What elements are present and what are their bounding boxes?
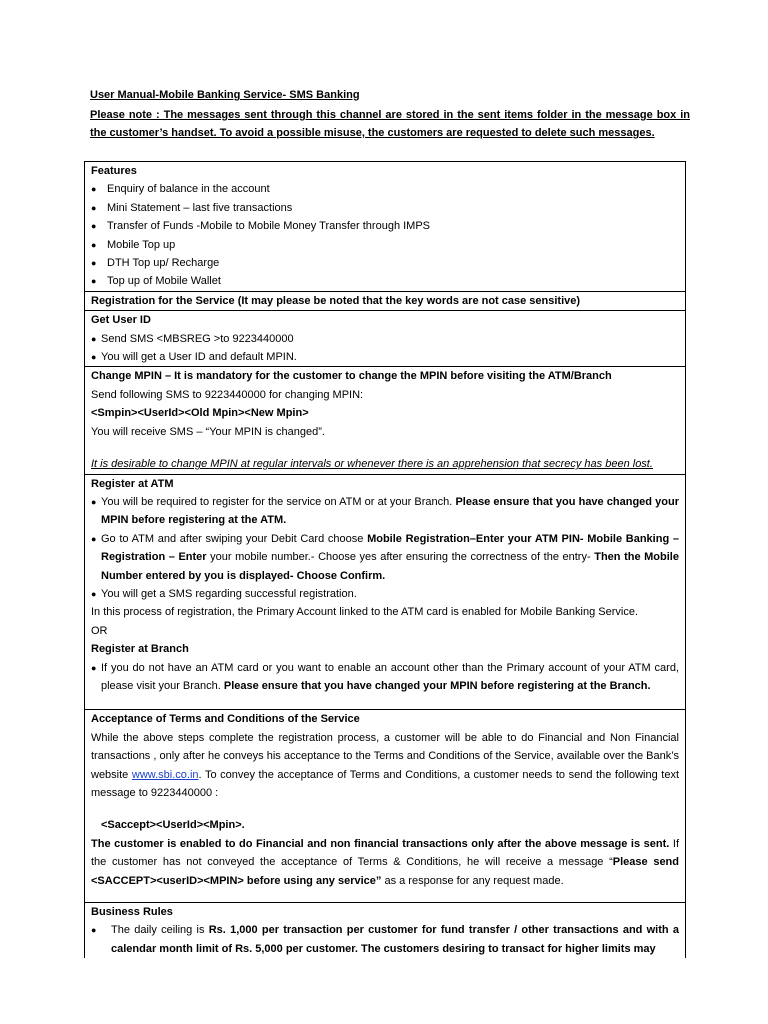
document-header (90, 86, 690, 142)
terms-text: If the customer has not conveyed the acceptance of Terms & Conditions, he will receive a message “ (91, 837, 680, 869)
terms-text: as a response for any request made. (381, 874, 564, 887)
change-mpin-section (85, 367, 686, 474)
change-mpin-heading: Change MPIN – It is mandatory for the customer to change the MPIN before visiting the ATM/Branch (91, 370, 612, 383)
atm-step (91, 530, 679, 585)
branch-step-text: If you do not have an ATM card or you want to enable an account other than the Primary account of your ATM card, please visit your Branch. (101, 661, 679, 692)
registration-heading: Registration for the Service (It may please be noted that the key words are not case sensitive) (91, 294, 581, 307)
privacy-note: Please note : The messages sent through this channel are stored in the sent items folder in the message box in the customer’s handset. To avoid a possible misuse, the customers are requested to delete such messages. (90, 109, 690, 139)
feature-item: ● Transfer of Funds -Mobile to Mobile Money Transfer through IMPS (91, 217, 679, 235)
terms-section (85, 710, 686, 903)
business-rules-section (85, 903, 686, 959)
change-mpin-instruction: Send following SMS to 9223440000 for changing MPIN: (91, 388, 364, 401)
branch-step (91, 659, 679, 696)
or-separator: OR (91, 624, 108, 637)
get-user-id-section (85, 311, 686, 367)
sbi-website-link[interactable]: www.sbi.co.in (131, 768, 199, 781)
terms-text: While the above steps complete the registration process, a customer will be able to do Financial and Non Financial transactions , only after he conveys his acceptance to the Terms and Conditions of the Service, available over the Bank’s website (91, 731, 679, 781)
terms-emphasis: The customer is enabled to do Financial and non financial transactions only after the above message is sent. (91, 837, 670, 850)
branch-step-emphasis: Please ensure that you have changed your MPIN before registering at the Branch. (223, 679, 651, 692)
atm-step-text: Go to ATM and after swiping your Debit Card choose (101, 532, 368, 545)
registration-process-note: In this process of registration, the Primary Account linked to the ATM card is enabled for Mobile Banking Service. (91, 606, 639, 619)
registration-section (85, 291, 686, 310)
atm-step-emphasis: Mobile Registration–Enter your ATM PIN- Mobile Banking – Registration – Enter (101, 532, 679, 564)
feature-item: ● DTH Top up/ Recharge (91, 254, 679, 272)
saccept-format: <Saccept><UserId><Mpin>. (101, 819, 245, 832)
atm-step (91, 493, 679, 530)
atm-step-emphasis: Then the Mobile Number entered by you is displayed- Choose Confirm. (101, 551, 679, 582)
business-rules-heading: Business Rules (91, 906, 173, 919)
business-rule-emphasis: Rs. 1,000 per transaction per customer for fund transfer / other transactions and with a calendar month limit of Rs. 5,000 per customer. The customers desiring to transact for higher limits may (111, 924, 679, 955)
business-rule-text: The daily ceiling is (111, 924, 209, 937)
feature-item: ● Top up of Mobile Wallet (91, 272, 679, 290)
terms-enablement (91, 835, 679, 890)
change-mpin-confirmation: You will receive SMS – “Your MPIN is changed”. (91, 425, 325, 438)
register-section (85, 474, 686, 710)
get-user-id-heading: Get User ID (91, 314, 151, 327)
business-rule-item (91, 921, 679, 958)
user-id-step: ● Send SMS <MBSREG >to 9223440000 (91, 330, 679, 348)
features-heading: Features (91, 165, 137, 177)
feature-item: ● Enquiry of balance in the account (91, 180, 679, 198)
terms-heading: Acceptance of Terms and Conditions of the Service (91, 713, 360, 726)
register-atm-heading: Register at ATM (91, 477, 174, 490)
terms-emphasis: Please send <SACCEPT><userID><MPIN> before using any service” (91, 856, 679, 887)
atm-step-text: your mobile number.- Choose yes after ensuring the correctness of the entry- (206, 551, 595, 564)
terms-text: . To convey the acceptance of Terms and Conditions, a customer needs to send the following text message to 9223440000 : (91, 768, 679, 799)
document-title: User Manual-Mobile Banking Service- SMS Banking (90, 89, 360, 101)
manual-table (84, 161, 686, 958)
atm-step: ● You will get a SMS regarding successful registration. (91, 585, 679, 603)
terms-paragraph (91, 729, 679, 803)
atm-step-emphasis: Please ensure that you have changed your MPIN before registering at the ATM. (101, 495, 679, 527)
user-id-step: ● You will get a User ID and default MPIN. (91, 348, 679, 366)
change-mpin-format: <Smpin><UserId><Old Mpin><New Mpin> (91, 407, 309, 420)
features-section (85, 162, 686, 292)
feature-item: ● Mini Statement – last five transactions (91, 199, 679, 217)
register-branch-heading: Register at Branch (91, 643, 189, 656)
atm-step-text: You will be required to register for the service on ATM or at your Branch. (101, 495, 456, 508)
feature-item: ● Mobile Top up (91, 236, 679, 254)
change-mpin-note: It is desirable to change MPIN at regular intervals or whenever there is an apprehension that secrecy has been lost. (91, 458, 653, 471)
